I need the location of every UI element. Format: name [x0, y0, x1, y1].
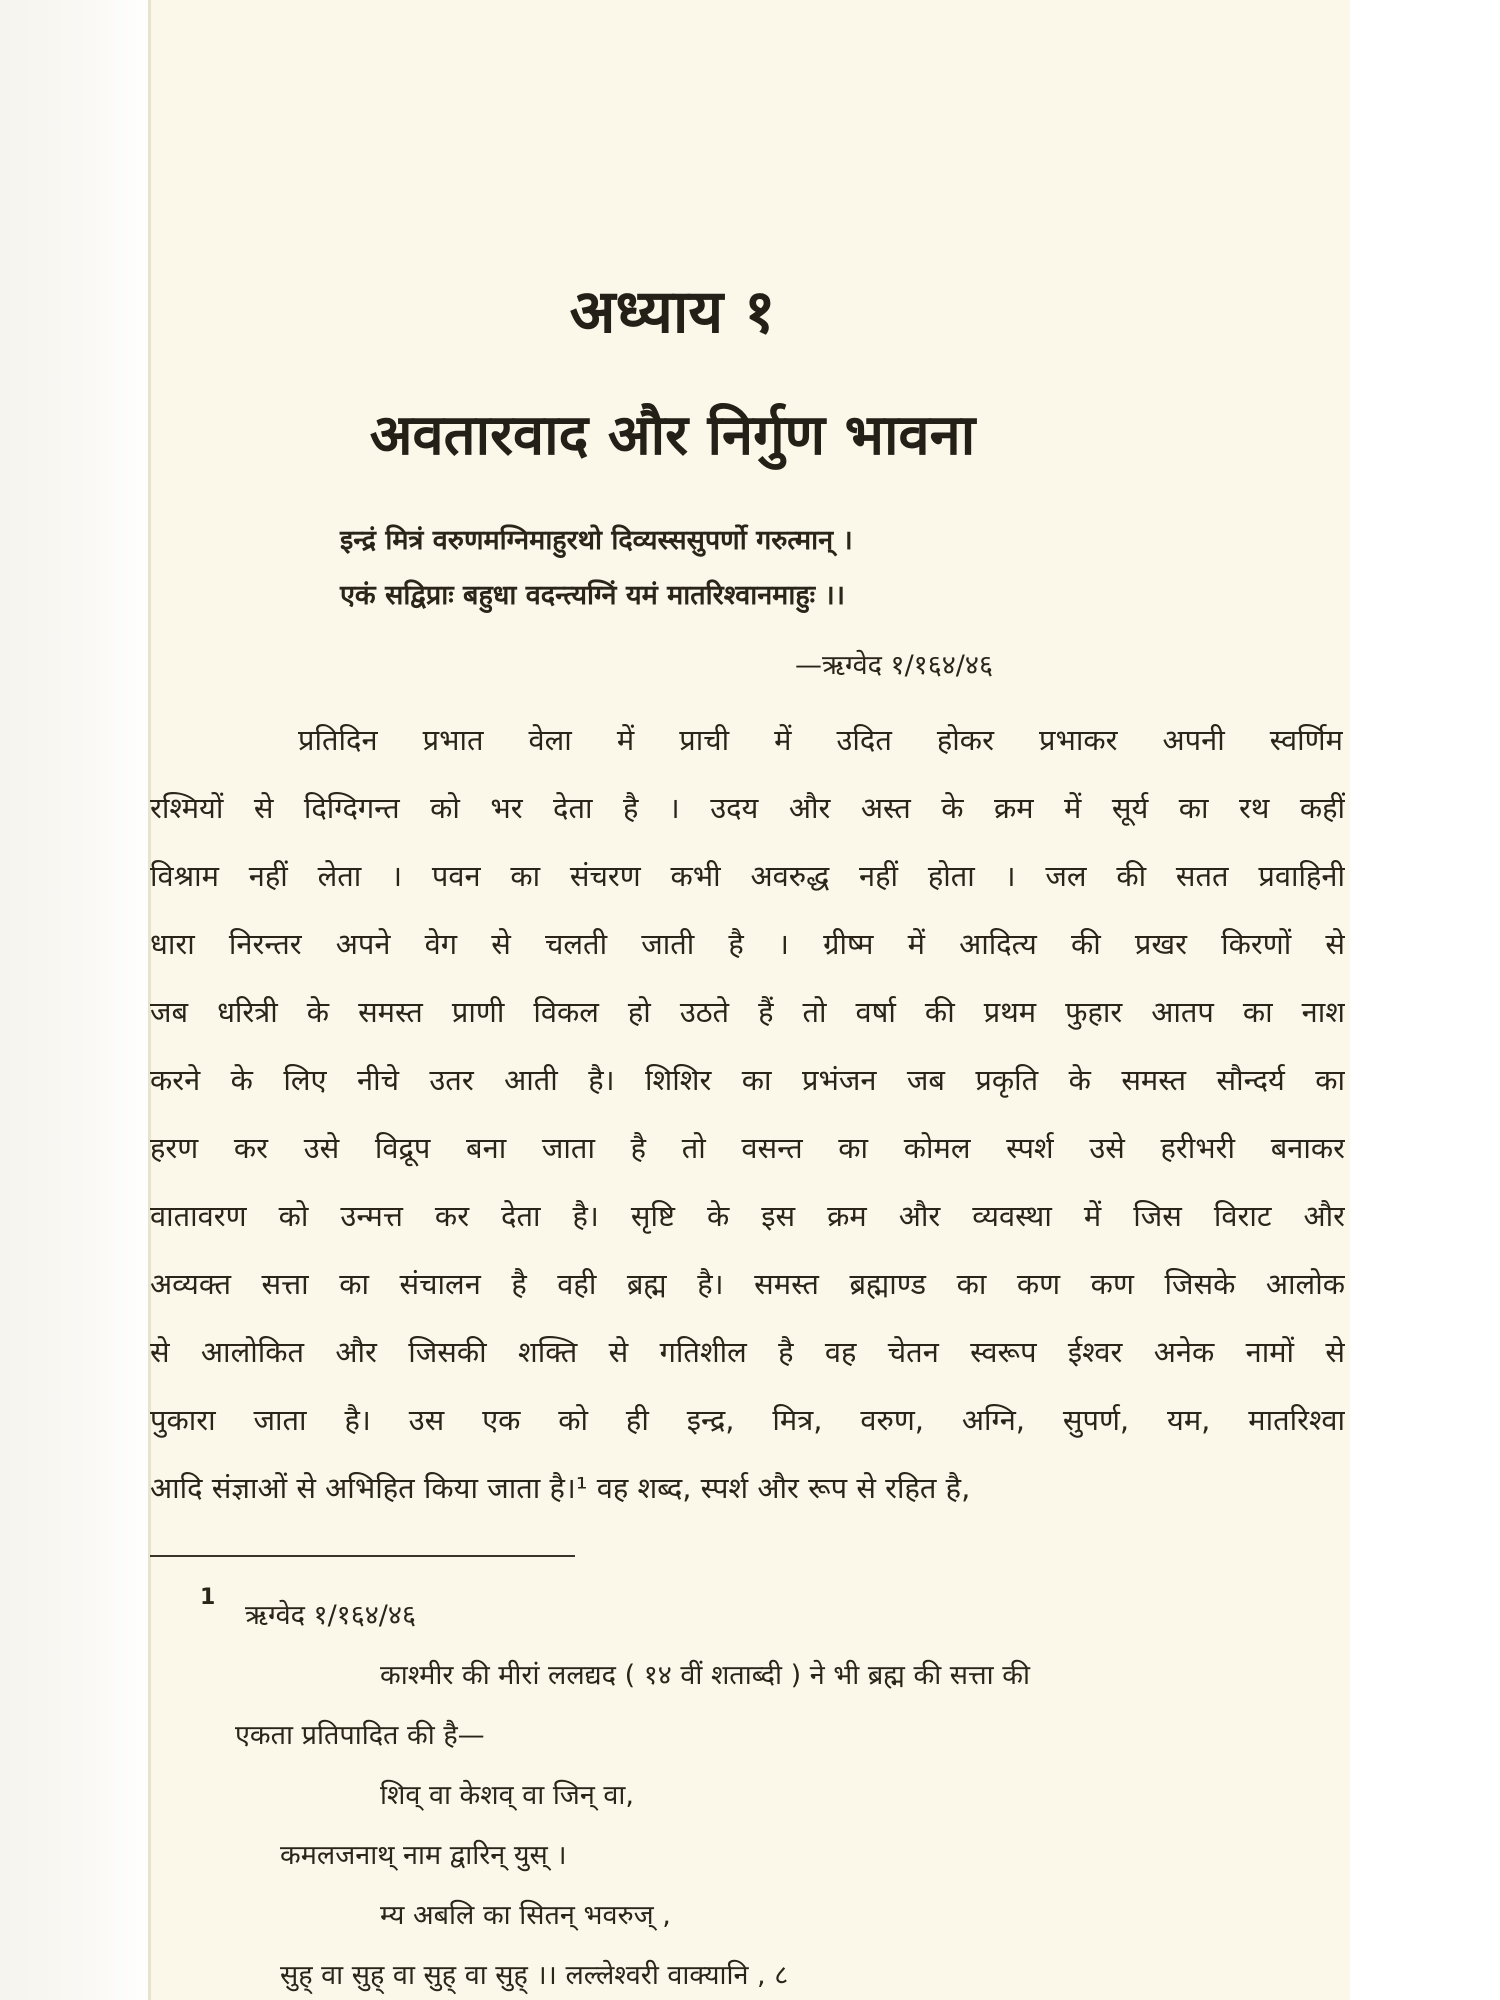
paragraph-line: आदि संज्ञाओं से अभिहित किया जाता है।¹ वह शब्द, स्पर्श और रूप से रहित है, — [150, 1471, 971, 1505]
paragraph-line: विश्राम नहीं लेता । पवन का संचरण कभी अवरुद्ध नहीं होता । जल की सतत प्रवाहिनी — [150, 859, 1345, 893]
paragraph-line: वातावरण को उन्मत्त कर देता है। सृष्टि के इस क्रम और व्यवस्था में जिस विराट और — [150, 1199, 1345, 1233]
paragraph-line: जब धरित्री के समस्त प्राणी विकल हो उठते हैं तो वर्षा की प्रथम फुहार आतप का नाश — [150, 995, 1345, 1029]
page-content — [150, 0, 1350, 2000]
epigraph-source: —ऋग्वेद १/१६४/४६ — [795, 650, 993, 681]
epigraph-line-1: इन्द्रं मित्रं वरुणमग्निमाहुरथो दिव्यस्ससुपर्णो गरुत्मान् । — [340, 525, 853, 556]
epigraph-line-2: एकं सद्विप्राः बहुधा वदन्त्यग्निं यमं मातरिश्वानमाहुः ।। — [340, 580, 845, 611]
footnote-poem-line: म्य अबलि का सितन् भवरुज् , — [380, 1900, 671, 1931]
chapter-title: अवतारवाद और निर्गुण भावना — [369, 403, 976, 468]
footnote-poem-line: शिव् वा केशव् वा जिन् वा, — [380, 1780, 634, 1811]
footnote-text-line: काश्मीर की मीरां ललद्यद ( १४ वीं शताब्दी ) ने भी ब्रह्म की सत्ता की — [380, 1660, 1030, 1691]
paragraph-line: हरण कर उसे विद्रूप बना जाता है तो वसन्त का कोमल स्पर्श उसे हरीभरी बनाकर — [150, 1131, 1345, 1165]
footnote-reference: ऋग्वेद १/१६४/४६ — [245, 1600, 416, 1631]
footnote-text-line: एकता प्रतिपादित की है— — [235, 1720, 485, 1751]
paragraph-line: रश्मियों से दिग्दिगन्त को भर देता है । उदय और अस्त के क्रम में सूर्य का रथ कहीं — [150, 791, 1345, 825]
footnote-mark: 1 — [200, 1585, 216, 1610]
paragraph-line: प्रतिदिन प्रभात वेला में प्राची में उदित होकर प्रभाकर अपनी स्वर्णिम — [298, 723, 1343, 757]
footnote-poem-line: कमलजनाथ् नाम द्वारिन् युस् । — [280, 1840, 567, 1871]
paragraph-line: पुकारा जाता है। उस एक को ही इन्द्र, मित्र, वरुण, अग्नि, सुपर्ण, यम, मातरिश्वा — [150, 1403, 1345, 1437]
footnote-separator — [150, 1555, 575, 1557]
paragraph-line: करने के लिए नीचे उतर आती है। शिशिर का प्रभंजन जब प्रकृति के समस्त सौन्दर्य का — [150, 1063, 1345, 1097]
paragraph-line: धारा निरन्तर अपने वेग से चलती जाती है । ग्रीष्म में आदित्य की प्रखर किरणों से — [150, 927, 1345, 961]
footnote-poem-line: सुह् वा सुह् वा सुह् वा सुह् ।। लल्लेश्वरी वाक्यानि , ८ — [280, 1960, 789, 1991]
page-background — [0, 0, 152, 2000]
chapter-number: अध्याय १ — [569, 277, 776, 347]
paragraph-line: से आलोकित और जिसकी शक्ति से गतिशील है वह चेतन स्वरूप ईश्वर अनेक नामों से — [150, 1335, 1345, 1369]
paragraph-line: अव्यक्त सत्ता का संचालन है वही ब्रह्म है। समस्त ब्रह्माण्ड का कण कण जिसके आलोक — [150, 1267, 1345, 1301]
